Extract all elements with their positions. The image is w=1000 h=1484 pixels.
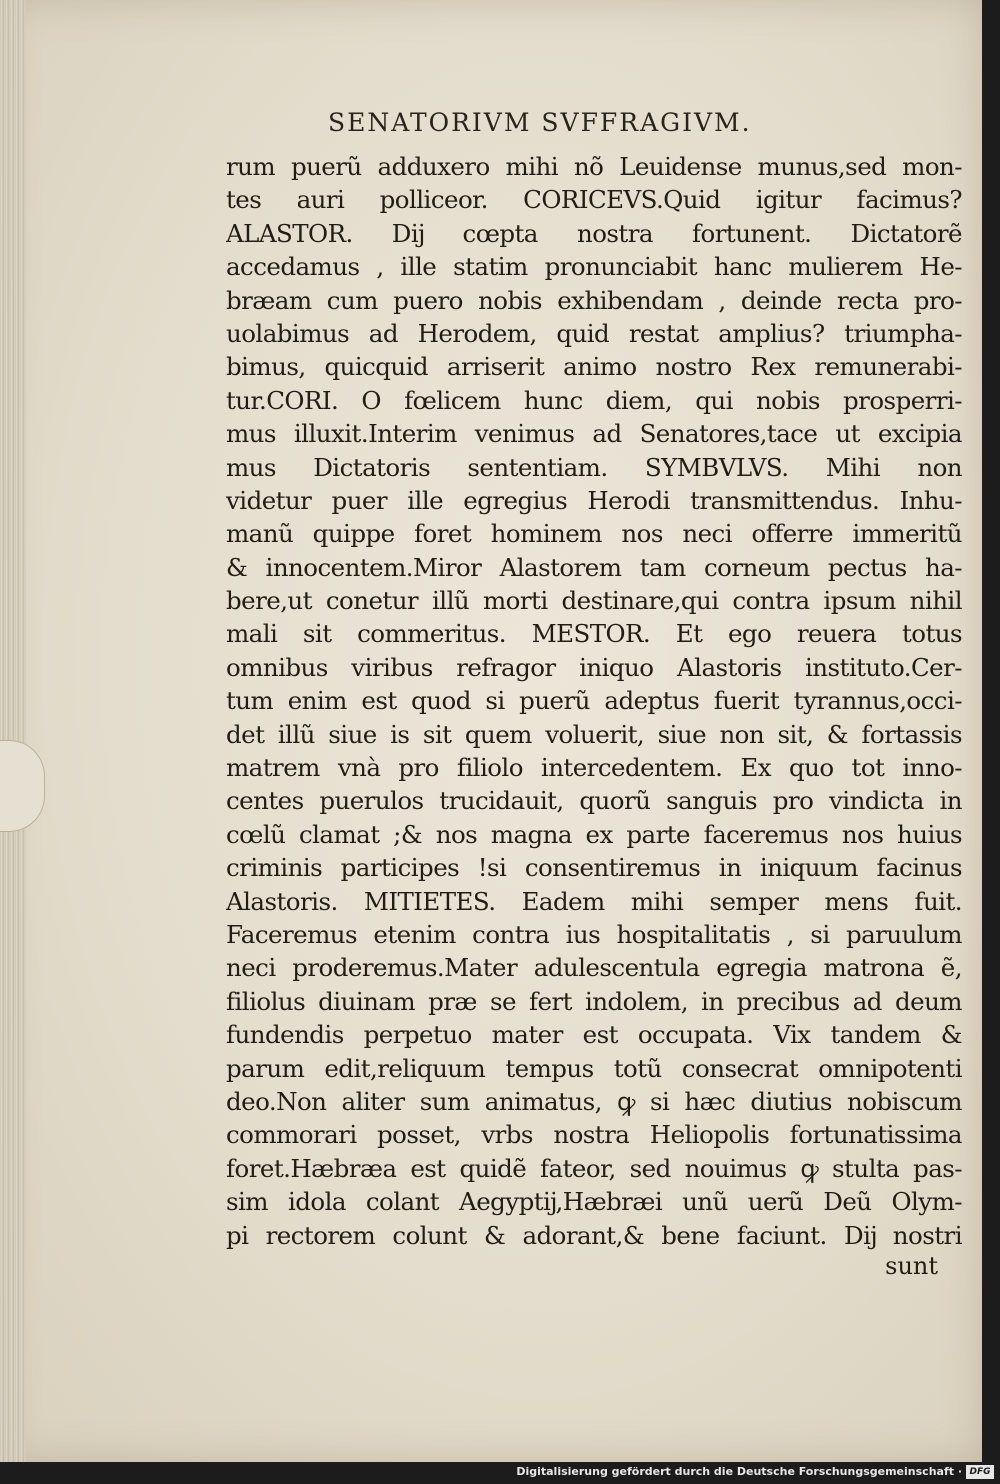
text-line: parum edit,reliquum tempus totũ consecrat omnipotenti	[226, 1053, 962, 1083]
text-line: bimus, quicquid arriserit animo nostro Rex remunerabi-	[226, 352, 962, 382]
text-line: det illũ siue is sit quem voluerit, siue non sit, & fortassis	[226, 719, 962, 749]
text-line: mus illuxit.Interim venimus ad Senatores,tace ut excipia	[226, 419, 962, 449]
text-line: & innocentem.Miror Alastorem tam corneum pectus ha-	[226, 552, 962, 582]
text-line: commorari posset, vrbs nostra Heliopolis fortunatissima	[226, 1120, 962, 1150]
text-line: accedamus , ille statim pronunciabit hanc mulierem He-	[226, 252, 962, 282]
text-line: cœlũ clamat ;& nos magna ex parte faceremus nos huius	[226, 819, 962, 849]
text-line: Alastoris. MITIETES. Eadem mihi semper mens fuit.	[226, 886, 962, 916]
text-line: omnibus viribus refragor iniquo Alastoris instituto.Cer-	[226, 652, 962, 682]
text-line: criminis participes !si consentiremus in iniquum facinus	[226, 853, 962, 883]
text-line: pi rectorem colunt & adorant,& bene faciunt. Dĳ nostri	[226, 1220, 962, 1250]
text-line: uolabimus ad Herodem, quid restat amplius? triumpha-	[226, 318, 962, 348]
running-head: SENATORIVM SVFFRAGIVM.	[328, 108, 752, 137]
text-line: deo.Non aliter sum animatus, ꝙ si hæc diutius nobiscum	[226, 1086, 962, 1116]
text-line: centes puerulos trucidauit, quorũ sanguis pro vindicta in	[226, 786, 962, 816]
text-line: rum puerũ adduxero mihi nõ Leuidense munus,sed mon-	[226, 152, 962, 181]
text-line: Faceremus etenim contra ius hospitalitatis , si paruulum	[226, 919, 962, 949]
thumb-tab	[0, 740, 45, 832]
text-line: sim idola colant Aegyptĳ,Hæbræi unũ uerũ Deũ Olym-	[226, 1187, 962, 1217]
text-line: foret.Hæbræa est quidẽ fateor, sed nouimus ꝙ stulta pas-	[226, 1153, 962, 1183]
text-line: videtur puer ille egregius Herodi transmittendus. Inhu-	[226, 485, 962, 515]
text-line: mali sit commeritus. MESTOR. Et ego reuera totus	[226, 619, 962, 649]
text-line: tum enim est quod si puerũ adeptus fuerit tyrannus,occi-	[226, 686, 962, 716]
text-line: tur.CORI. O fœlicem hunc diem, qui nobis prosperri-	[226, 385, 962, 415]
text-line: matrem vnà pro filiolo intercedentem. Ex quo tot inno-	[226, 753, 962, 783]
text-line: manũ quippe foret hominem nos neci offerre immeritũ	[226, 519, 962, 549]
text-line: bræam cum puero nobis exhibendam , deinde recta pro-	[226, 285, 962, 315]
text-line: fundendis perpetuo mater est occupata. Vix tandem &	[226, 1020, 962, 1050]
page-edges	[0, 0, 26, 1462]
text-line: bere,ut conetur illũ morti destinare,qui contra ipsum nihil	[226, 586, 962, 616]
text-block	[226, 150, 962, 1280]
catchword: sunt	[885, 1252, 938, 1280]
digitization-credit: Digitalisierung gefördert durch die Deutsche Forschungsgemeinschaft ·	[516, 1465, 962, 1478]
text-line: filiolus diuinam præ se fert indolem, in precibus ad deum	[226, 986, 962, 1016]
text-line: neci proderemus.Mater adulescentula egregia matrona ẽ,	[226, 953, 962, 983]
dfg-logo: DFG	[966, 1465, 994, 1479]
text-line: mus Dictatoris sententiam. SYMBVLVS. Mihi non	[226, 452, 962, 482]
text-line: ALASTOR. Dĳ cœpta nostra fortunent. Dictatorẽ	[226, 218, 962, 248]
text-line: tes auri polliceor. CORICEVS.Quid igitur facimus?	[226, 185, 962, 215]
